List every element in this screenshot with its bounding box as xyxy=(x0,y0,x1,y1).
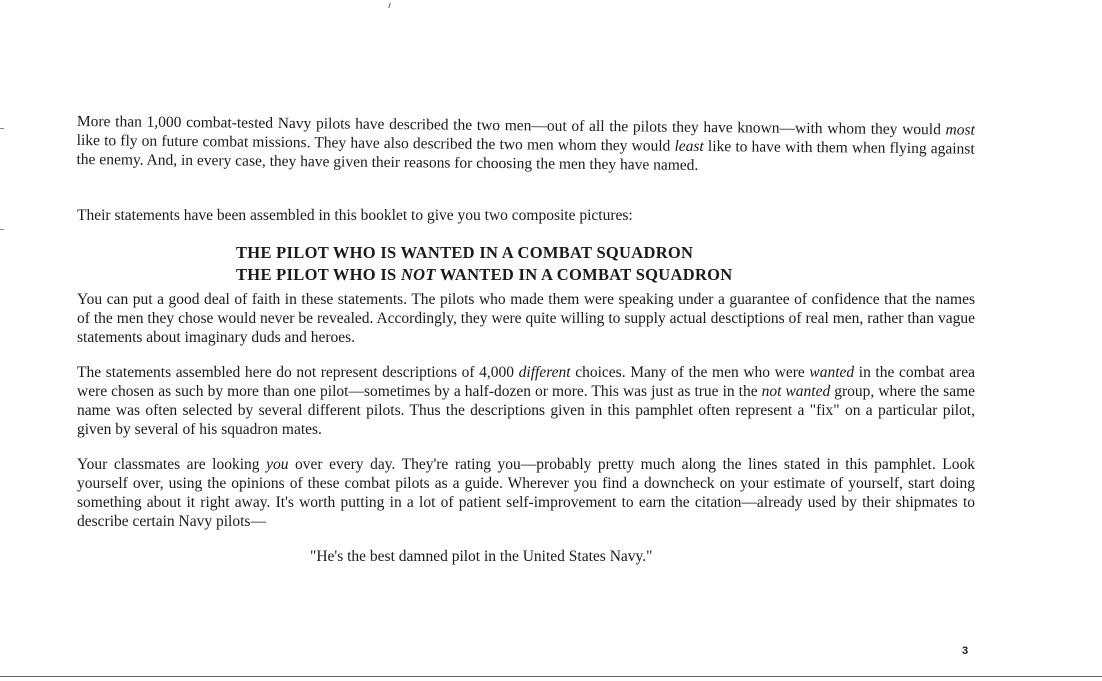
emphasis-not-wanted: not wanted xyxy=(761,383,831,400)
scan-edge-mark xyxy=(0,229,4,230)
emphasis-least: least xyxy=(674,137,704,156)
scan-edge-mark xyxy=(0,128,4,129)
emphasis-not: NOT xyxy=(400,265,436,284)
intro-paragraph: More than 1,000 combat-tested Navy pilots have described the two men—out of all the pilots they have known—with whom they would most like to fly on future combat missions. They have also described the two men whom they would least like to have with them when flying against the enemy. And, in every case, they have given their reasons for choosing the men they have named. xyxy=(76,112,975,174)
emphasis-you: you xyxy=(266,456,289,473)
emphasis-wanted: wanted xyxy=(809,364,855,381)
descriptions-paragraph: The statements assembled here do not represent descriptions of 4,000 different choices. Many of the men who were wanted in the combat area were chosen as such by more than one pilot—sometimes by a half-dozen or more. This was just as true in the not wanted group, where the same name was often selected by several different pilots. Thus the descriptions given in this pamphlet often represent a "fix" on a particular pilot, given by several of his squadron mates. xyxy=(77,364,976,438)
scan-tick-mark xyxy=(388,3,390,8)
emphasis-most: most xyxy=(945,121,975,139)
page-bottom-edge xyxy=(0,676,1102,677)
faith-paragraph: You can put a good deal of faith in these statements. The pilots who made them were speaking under a guarantee of confidence that the names of the men they chose would never be revealed. Accordingly, they were quite willing to supply actual desctiptions of real men, rather than vague statements about imaginary duds and heroes. xyxy=(77,291,975,346)
page-number: 3 xyxy=(962,645,969,657)
classmates-paragraph: Your classmates are looking you over every day. They're rating you—probably pretty much along the lines stated in this pamphlet. Look yourself over, using the opinions of these combat pilots as a guide. Wherever you find a downcheck on your estimate of yourself, start doing something about it right away. It's worth putting in a lot of patient self-improvement to earn the citation—already used by their shipmates to describe certain Navy pilots— xyxy=(77,456,975,530)
closing-quote: "He's the best damned pilot in the United States Navy." xyxy=(310,548,653,565)
booklet-purpose-paragraph: Their statements have been assembled in this booklet to give you two composite pictures: xyxy=(77,207,633,224)
heading-pilot-wanted: THE PILOT WHO IS WANTED IN A COMBAT SQUADRON xyxy=(236,243,694,262)
emphasis-different: different xyxy=(518,364,571,381)
heading-pilot-not-wanted: THE PILOT WHO IS NOT WANTED IN A COMBAT SQUADRON xyxy=(236,265,733,284)
